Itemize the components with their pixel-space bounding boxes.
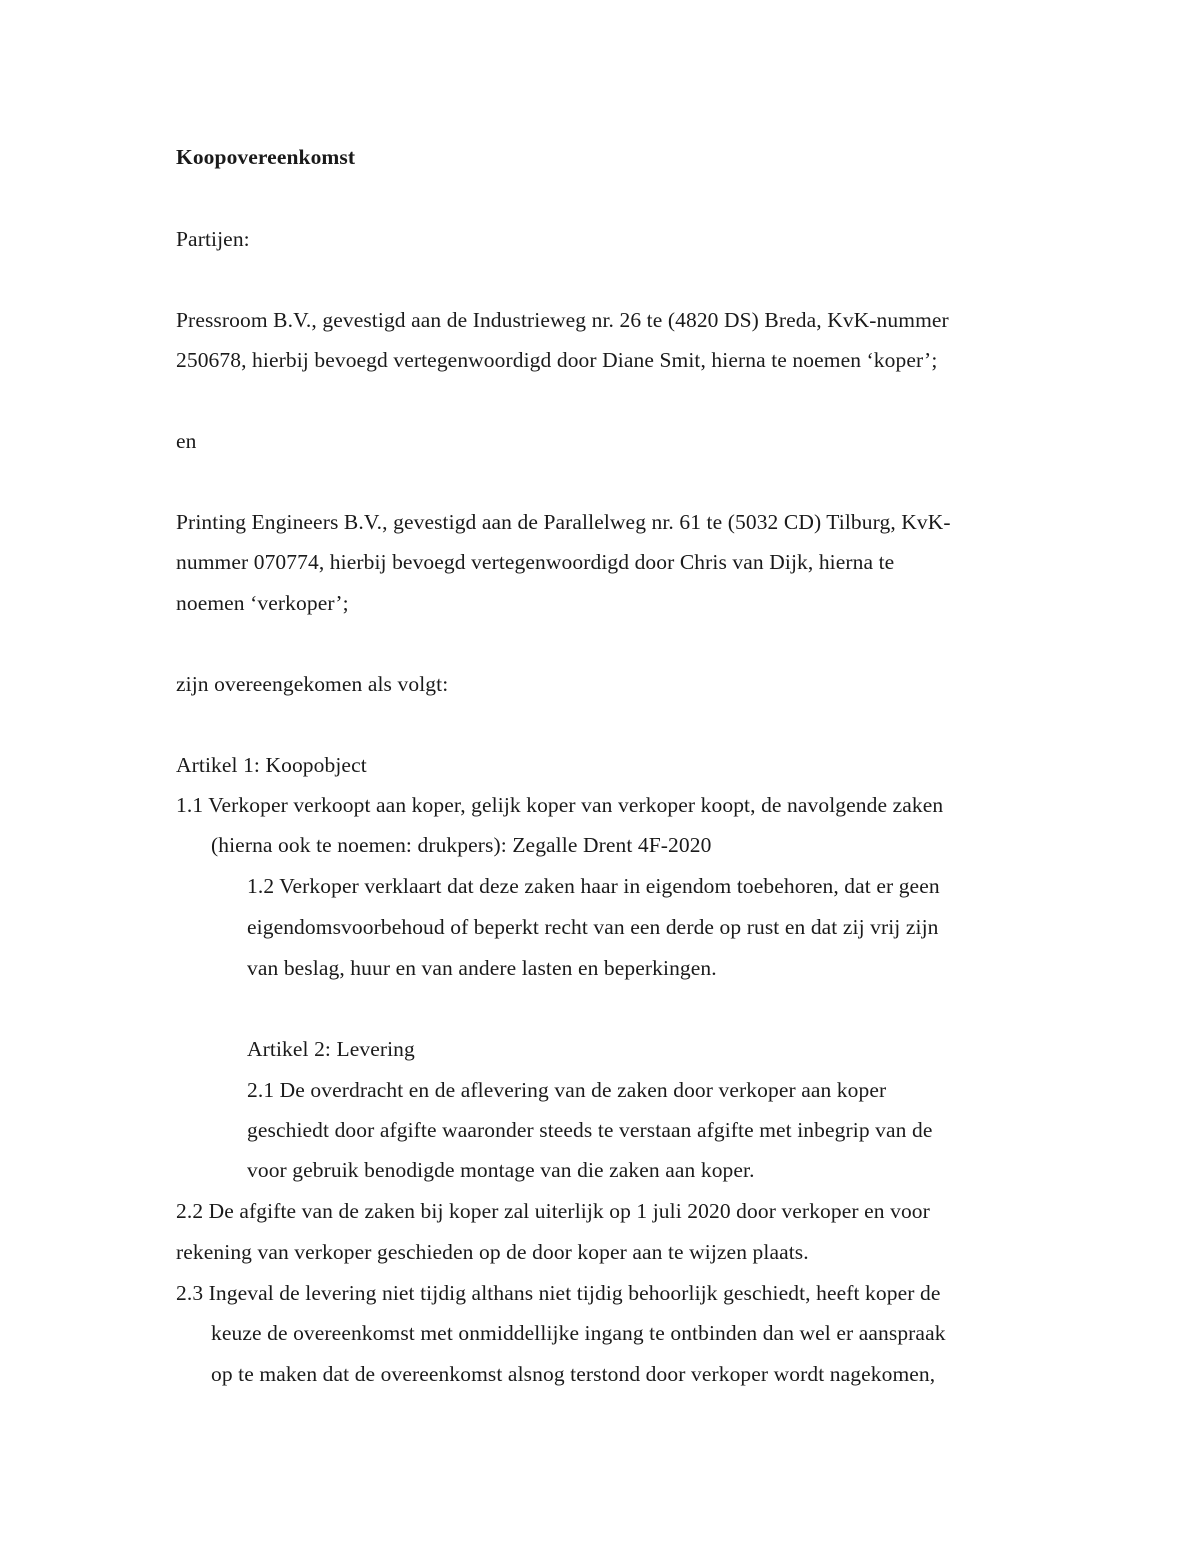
clause-2-1-line-1: 2.1 De overdracht en de aflevering van de zaken door verkoper aan koper	[247, 1078, 887, 1102]
clause-1-1-line-1: 1.1 Verkoper verkoopt aan koper, gelijk koper van verkoper koopt, de navolgende zaken	[176, 793, 944, 817]
party-one-line-1: Pressroom B.V., gevestigd aan de Industrieweg nr. 26 te (4820 DS) Breda, KvK-nummer	[176, 308, 949, 332]
parties-heading: Partijen:	[176, 227, 250, 251]
article-2-heading: Artikel 2: Levering	[247, 1037, 415, 1061]
clause-2-3-line-1: 2.3 Ingeval de levering niet tijdig althans niet tijdig behoorlijk geschiedt, heeft koper de	[176, 1281, 941, 1305]
document-title: Koopovereenkomst	[176, 145, 356, 169]
article-1-heading: Artikel 1: Koopobject	[176, 753, 367, 777]
party-two-line-1: Printing Engineers B.V., gevestigd aan de Parallelweg nr. 61 te (5032 CD) Tilburg, KvK-	[176, 510, 951, 534]
clause-1-2-line-1: 1.2 Verkoper verklaart dat deze zaken haar in eigendom toebehoren, dat er geen	[247, 874, 940, 898]
conjunction: en	[176, 429, 197, 453]
clause-2-3-line-3: op te maken dat de overeenkomst alsnog terstond door verkoper wordt nagekomen,	[211, 1362, 936, 1386]
party-two-line-2: nummer 070774, hierbij bevoegd vertegenwoordigd door Chris van Dijk, hierna te	[176, 550, 895, 574]
clause-2-1-line-3: voor gebruik benodigde montage van die zaken aan koper.	[247, 1158, 755, 1182]
clause-1-2-line-3: van beslag, huur en van andere lasten en beperkingen.	[247, 956, 717, 980]
clause-2-3-line-2: keuze de overeenkomst met onmiddellijke ingang te ontbinden dan wel er aanspraak	[211, 1321, 946, 1345]
party-one-line-2: 250678, hierbij bevoegd vertegenwoordigd door Diane Smit, hierna te noemen ‘koper’;	[176, 348, 938, 372]
clause-2-2-line-1: 2.2 De afgifte van de zaken bij koper zal uiterlijk op 1 juli 2020 door verkoper en voor	[176, 1199, 930, 1223]
clause-1-1-line-2: (hierna ook te noemen: drukpers): Zegalle Drent 4F-2020	[211, 833, 712, 857]
party-two-line-3: noemen ‘verkoper’;	[176, 591, 349, 615]
clause-1-2-line-2: eigendomsvoorbehoud of beperkt recht van een derde op rust en dat zij vrij zijn	[247, 915, 939, 939]
clause-2-1-line-2: geschiedt door afgifte waaronder steeds te verstaan afgifte met inbegrip van de	[247, 1118, 933, 1142]
agreement-intro: zijn overeengekomen als volgt:	[176, 672, 449, 696]
clause-2-2-line-2: rekening van verkoper geschieden op de door koper aan te wijzen plaats.	[176, 1240, 809, 1264]
